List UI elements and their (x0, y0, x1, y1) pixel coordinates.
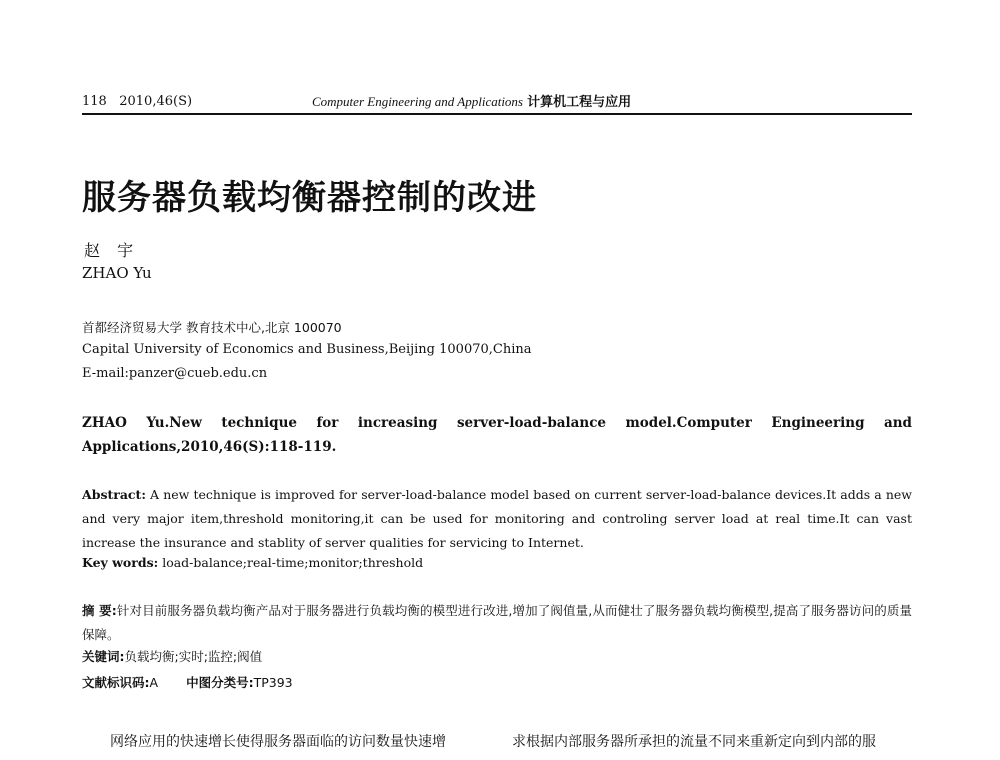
journal-name-cn: 计算机工程与应用 (527, 95, 632, 110)
volume-issue: 2010,46(S) (119, 94, 193, 109)
keywords-en-label: Key words: (82, 555, 159, 570)
author-email: E-mail:panzer@cueb.edu.cn (82, 366, 268, 381)
abstract-cn-text: 针对目前服务器负载均衡产品对于服务器进行负载均衡的模型进行改进,增加了阀值量,从而健壮了服务器负载均衡模型,提高了服务器访问的质量保障。 (82, 603, 912, 642)
body-column-left: 网络应用的快速增长使得服务器面临的访问数量快速增 (110, 734, 446, 750)
page-number: 118 (82, 94, 107, 109)
abstract-en (82, 483, 912, 555)
affiliation-en: Capital University of Economics and Business,Beijing 100070,China (82, 342, 532, 357)
header-rule (82, 113, 912, 115)
clc-code-label: 中图分类号: (186, 675, 254, 690)
doc-code-label: 文献标识码: (82, 675, 150, 690)
clc-code: TP393 (253, 675, 293, 690)
keywords-en-text: load-balance;real-time;monitor;threshold (158, 555, 424, 570)
author-cn: 赵 宇 (84, 241, 140, 260)
affiliation-cn: 首都经济贸易大学 教育技术中心,北京 100070 (82, 320, 342, 335)
abstract-cn-label: 摘 要: (82, 603, 117, 618)
keywords-cn-label: 关键词: (82, 649, 125, 664)
doc-code: A (149, 675, 159, 690)
keywords-cn (82, 647, 262, 665)
abstract-en-label: Abstract: (82, 487, 146, 502)
keywords-cn-text: 负载均衡;实时;监控;阀值 (124, 649, 263, 664)
paper-title: 服务器负载均衡器控制的改进 (82, 178, 537, 218)
page-number-volume (82, 92, 192, 112)
author-en: ZHAO Yu (82, 264, 152, 282)
journal-name (312, 92, 631, 113)
body-column-right: 求根据内部服务器所承担的流量不同来重新定向到内部的服 (512, 734, 876, 750)
keywords-en (82, 555, 423, 570)
abstract-cn (82, 599, 912, 647)
abstract-en-text: A new technique is improved for server-load-balance model based on current server-load-balance devices.It adds a new and very major item,threshold monitoring,it can be used for monitoring and controling server load at real time.It can vast increase the insurance and stablity of server qualities for servicing to Internet. (82, 487, 912, 550)
journal-name-en: Computer Engineering and Applications (312, 94, 523, 109)
running-header (82, 92, 912, 112)
classification-codes (82, 673, 293, 691)
citation: ZHAO Yu.New technique for increasing server-load-balance model.Computer Engineering and Applications,2010,46(S):118-119. (82, 415, 912, 455)
